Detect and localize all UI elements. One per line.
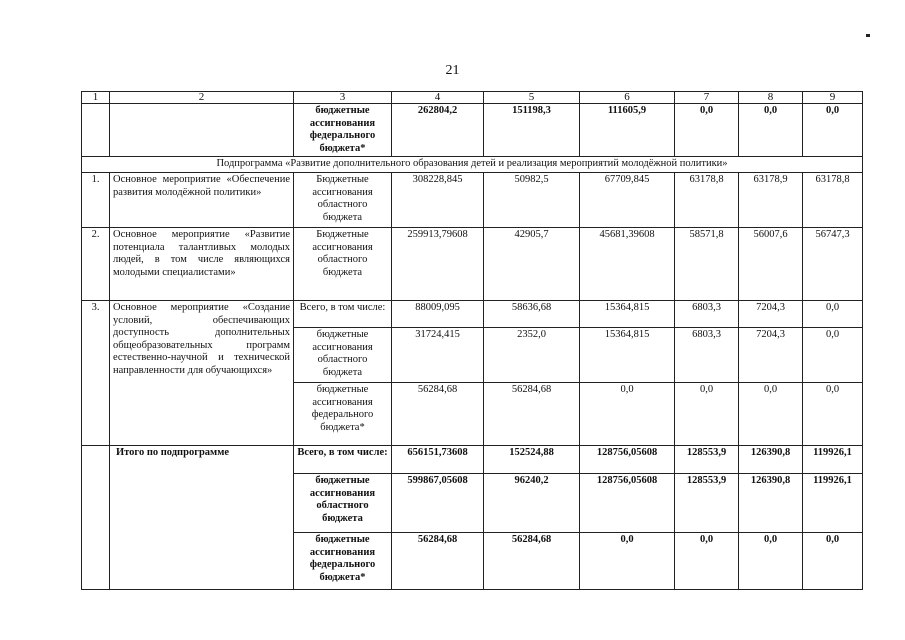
value-cell: 58636,68 <box>484 301 580 328</box>
value-cell: 0,0 <box>580 383 675 446</box>
value-cell: 111605,9 <box>580 104 675 157</box>
value-cell: 152524,88 <box>484 446 580 474</box>
header-cell: 7 <box>675 92 739 104</box>
source-cell: бюджетные ассигнования федерального бюджета* <box>294 533 392 590</box>
value-cell: 56284,68 <box>392 533 484 590</box>
header-cell: 3 <box>294 92 392 104</box>
source-cell: Всего, в том числе: <box>294 446 392 474</box>
value-cell: 0,0 <box>675 383 739 446</box>
value-cell: 50982,5 <box>484 173 580 228</box>
value-cell: 15364,815 <box>580 328 675 383</box>
value-cell: 0,0 <box>739 533 803 590</box>
value-cell: 0,0 <box>739 104 803 157</box>
header-cell: 9 <box>803 92 863 104</box>
value-cell: 15364,815 <box>580 301 675 328</box>
page-number: 21 <box>445 63 460 78</box>
value-cell: 119926,1 <box>803 474 863 533</box>
value-cell: 58571,8 <box>675 228 739 301</box>
value-cell: 63178,9 <box>739 173 803 228</box>
num-cell <box>82 104 110 157</box>
subprogram-row <box>82 157 863 173</box>
value-cell: 6803,3 <box>675 328 739 383</box>
name-cell: Основное мероприятие «Обеспечение развития молодёжной политики» <box>110 173 294 228</box>
budget-table <box>81 91 863 590</box>
header-row <box>82 92 863 104</box>
value-cell: 128756,05608 <box>580 474 675 533</box>
num-cell <box>82 446 110 590</box>
value-cell: 0,0 <box>803 383 863 446</box>
value-cell: 63178,8 <box>675 173 739 228</box>
value-cell: 151198,3 <box>484 104 580 157</box>
value-cell: 262804,2 <box>392 104 484 157</box>
table-row <box>82 446 863 474</box>
value-cell: 31724,415 <box>392 328 484 383</box>
header-cell: 5 <box>484 92 580 104</box>
value-cell: 128553,9 <box>675 446 739 474</box>
value-cell: 308228,845 <box>392 173 484 228</box>
value-cell: 0,0 <box>803 104 863 157</box>
value-cell: 0,0 <box>675 104 739 157</box>
value-cell: 6803,3 <box>675 301 739 328</box>
value-cell: 63178,8 <box>803 173 863 228</box>
table-row <box>82 228 863 301</box>
value-cell: 0,0 <box>803 533 863 590</box>
source-cell: бюджетные ассигнования федерального бюджета* <box>294 104 392 157</box>
source-cell: Всего, в том числе: <box>294 301 392 328</box>
source-cell: Бюджетные ассигнования областного бюджета <box>294 228 392 301</box>
header-cell: 2 <box>110 92 294 104</box>
value-cell: 0,0 <box>675 533 739 590</box>
name-cell: Основное мероприятие «Развитие потенциала талантливых молодых людей, в том числе являющихся молодыми специалистами» <box>110 228 294 301</box>
value-cell: 56747,3 <box>803 228 863 301</box>
source-cell: бюджетные ассигнования областного бюджета <box>294 328 392 383</box>
value-cell: 7204,3 <box>739 328 803 383</box>
value-cell: 128756,05608 <box>580 446 675 474</box>
value-cell: 56007,6 <box>739 228 803 301</box>
value-cell: 126390,8 <box>739 446 803 474</box>
value-cell: 128553,9 <box>675 474 739 533</box>
header-cell: 8 <box>739 92 803 104</box>
source-cell: бюджетные ассигнования федерального бюджета* <box>294 383 392 446</box>
table-row <box>82 173 863 228</box>
source-cell: бюджетные ассигнования областного бюджета <box>294 474 392 533</box>
value-cell: 88009,095 <box>392 301 484 328</box>
corner-mark <box>866 34 870 37</box>
value-cell: 45681,39608 <box>580 228 675 301</box>
value-cell: 56284,68 <box>484 533 580 590</box>
subprogram-title: Подпрограмма «Развитие дополнительного образования детей и реализация мероприятий молодёжной политики» <box>82 157 863 173</box>
value-cell: 2352,0 <box>484 328 580 383</box>
value-cell: 7204,3 <box>739 301 803 328</box>
total-label: Итого по подпрограмме <box>110 446 294 590</box>
source-cell: Бюджетные ассигнования областного бюджета <box>294 173 392 228</box>
name-cell <box>110 104 294 157</box>
num-cell: 1. <box>82 173 110 228</box>
header-cell: 1 <box>82 92 110 104</box>
header-cell: 4 <box>392 92 484 104</box>
value-cell: 0,0 <box>739 383 803 446</box>
num-cell: 2. <box>82 228 110 301</box>
value-cell: 656151,73608 <box>392 446 484 474</box>
value-cell: 0,0 <box>803 301 863 328</box>
value-cell: 56284,68 <box>392 383 484 446</box>
name-cell: Основное мероприятие «Создание условий, обеспечивающих доступность дополнительных общеобразовательных программ естественно-научной и технической направленности для обучающихся» <box>110 301 294 446</box>
table-row <box>82 301 863 328</box>
value-cell: 599867,05608 <box>392 474 484 533</box>
value-cell: 67709,845 <box>580 173 675 228</box>
value-cell: 119926,1 <box>803 446 863 474</box>
num-cell: 3. <box>82 301 110 446</box>
header-cell: 6 <box>580 92 675 104</box>
value-cell: 56284,68 <box>484 383 580 446</box>
value-cell: 0,0 <box>580 533 675 590</box>
value-cell: 42905,7 <box>484 228 580 301</box>
value-cell: 0,0 <box>803 328 863 383</box>
value-cell: 126390,8 <box>739 474 803 533</box>
value-cell: 96240,2 <box>484 474 580 533</box>
value-cell: 259913,79608 <box>392 228 484 301</box>
table-row <box>82 104 863 157</box>
